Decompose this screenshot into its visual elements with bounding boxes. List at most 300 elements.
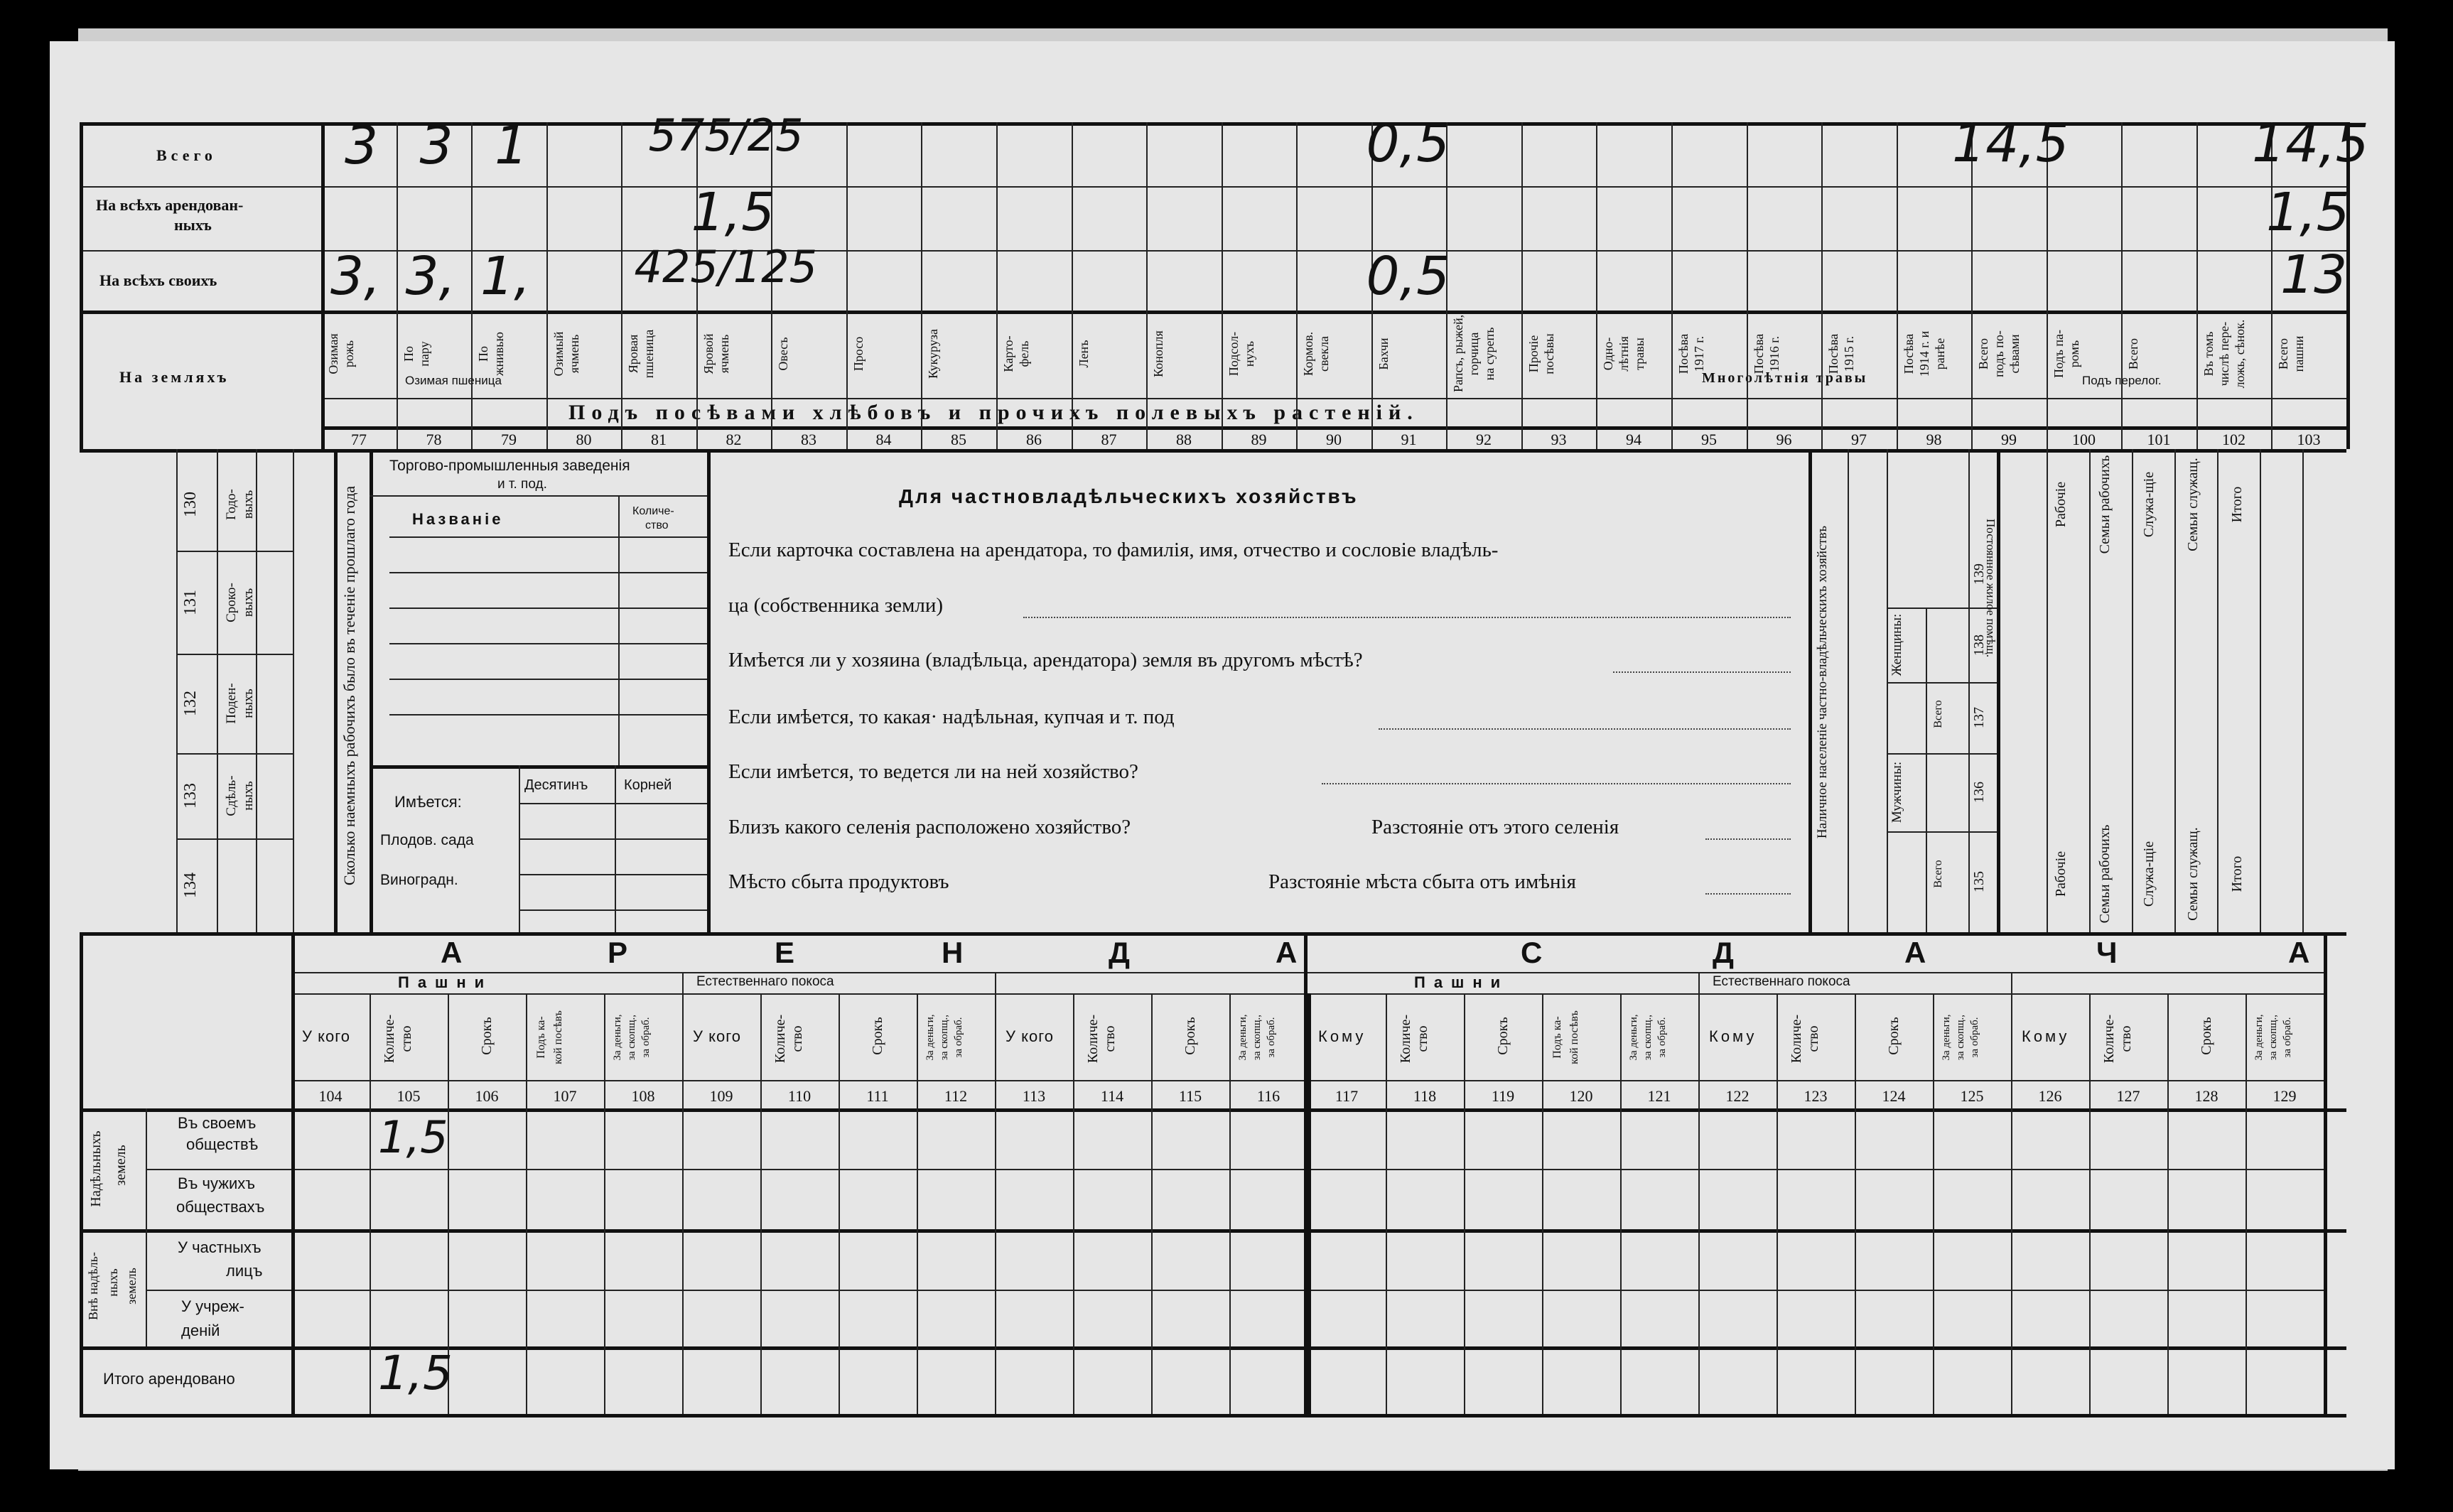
crop-col-c91-label: Бахчи	[1376, 338, 1391, 370]
arenda-letter: Д	[1109, 936, 1130, 969]
crop-col-number: 101	[2147, 431, 2171, 448]
crop-col-number: 90	[1326, 431, 1342, 448]
population-row-number: 136	[1971, 782, 1987, 803]
crop-col-line	[1146, 122, 1148, 449]
worker-row-number: 133	[181, 783, 200, 809]
crop-col-number: 95	[1701, 431, 1717, 448]
za-dengi-header: за обраб.	[2282, 1017, 2293, 1058]
q2: Имѣется ли у хозяина (владѣльца, арендатора) земля въ другомъ мѣстѣ?	[728, 649, 1363, 671]
crop-col-number: 99	[2001, 431, 2017, 448]
kolichestvo-header: ство	[1102, 1025, 1118, 1052]
crop-col-c83-label: Овесъ	[776, 337, 790, 371]
crop-col-c78-label: пару	[417, 341, 431, 367]
za-dengi-header: за скопщ.,	[1642, 1014, 1654, 1061]
population-row-number: 139	[1971, 563, 1987, 585]
row-chastnyh-2: лицъ	[226, 1262, 263, 1280]
kolichestvo-header: ство	[2118, 1025, 2134, 1052]
sad-label: Плодов. сада	[380, 832, 474, 848]
crop-col-c98-label: Посѣва	[1902, 333, 1916, 374]
handwritten-value: 1,	[480, 246, 531, 307]
arenda-col-number: 105	[397, 1087, 421, 1105]
q1b: ца (собственника земли)	[728, 594, 944, 617]
za-dengi-header: За деньги,	[924, 1014, 936, 1061]
arenda-col-number: 113	[1022, 1087, 1046, 1105]
crop-col-line	[1596, 122, 1597, 449]
crop-col-number: 80	[576, 431, 592, 448]
enterprises-title: Торгово-промышленныя заведенія	[389, 458, 630, 474]
handwritten-value: 14,5	[1952, 113, 2069, 174]
crop-col-line	[846, 122, 848, 449]
arenda-col-line	[682, 972, 684, 1414]
arenda-col-line	[604, 993, 605, 1414]
za-dengi-header: За деньги,	[2253, 1014, 2265, 1061]
crop-col-c77-label: Озимая	[326, 333, 340, 374]
crop-col-number: 83	[801, 431, 816, 448]
crop-col-number: 103	[2297, 431, 2321, 448]
row-chastnyh: У частныхъ	[178, 1238, 262, 1256]
crop-col-line	[1897, 122, 1898, 449]
handwritten-value: 425/125	[634, 241, 818, 293]
arenda-letter: Р	[608, 936, 628, 969]
arenda-col-line	[1151, 993, 1153, 1414]
crop-col-c92-label: Рапсъ, рыжей,	[1451, 314, 1465, 392]
staff-header-top: Рабочіе	[2053, 481, 2069, 528]
crop-col-number: 98	[1926, 431, 1942, 448]
staff-header-top: Служа-щіе	[2141, 471, 2157, 538]
population-row-number: 138	[1971, 634, 1987, 656]
crop-col-c81-label: Яровая	[626, 334, 640, 374]
row-label-arend: На всѣхъ арендован-	[96, 196, 244, 214]
crop-col-c85-label: Кукуруза	[926, 329, 940, 379]
u_kogo-header: У кого	[1006, 1027, 1054, 1045]
crop-col-c88-label: Конопля	[1151, 330, 1165, 377]
sdacha-pashni: Пашни	[1414, 973, 1509, 991]
arenda-col-number: 108	[631, 1087, 655, 1105]
arenda-col-number: 110	[787, 1087, 812, 1105]
crop-col-line	[621, 122, 622, 449]
crop-col-c86-label: Карто-	[1001, 335, 1015, 372]
handwritten-value: 1,5	[2266, 182, 2350, 243]
arenda-col-line	[1698, 972, 1700, 1414]
crop-col-c97-label: Посѣва	[1826, 333, 1840, 374]
za-dengi-header: За деньги,	[612, 1014, 623, 1061]
women-vsego: Всего	[1932, 700, 1944, 728]
kolichestvo-header: Количе-	[1398, 1014, 1413, 1064]
crop-col-number: 89	[1251, 431, 1267, 448]
crop-col-line	[1521, 122, 1523, 449]
arenda-col-line	[1308, 993, 1311, 1414]
handwritten-value: 3,	[330, 246, 381, 307]
kolichestvo-header: ство	[1806, 1025, 1821, 1052]
arenda-col-number: 117	[1335, 1087, 1359, 1105]
arenda-col-number: 128	[2194, 1087, 2219, 1105]
crop-col-number: 77	[351, 431, 367, 448]
crop-col-c103-label: пашни	[2292, 335, 2306, 372]
srok-header: Срокъ	[2199, 1017, 2214, 1055]
enterprises-qty-2: ство	[645, 519, 669, 531]
arenda-col-line	[2089, 993, 2091, 1414]
crop-col-number: 94	[1626, 431, 1641, 448]
worker-row-number: 134	[181, 873, 200, 898]
desyatin-label: Десятинъ	[524, 777, 588, 793]
crop-col-c86-label: фель	[1017, 340, 1031, 367]
pod-posev-header: кой посѣвъ	[552, 1010, 564, 1064]
population-row-number: 137	[1971, 707, 1987, 728]
crop-col-number: 86	[1026, 431, 1042, 448]
nadel-label: Надѣльныхъ	[88, 1130, 104, 1207]
za-dengi-header: за обраб.	[1969, 1017, 1980, 1058]
kolichestvo-header: Количе-	[2101, 1014, 2117, 1064]
staff-header-top: Семьи рабочихъ	[2097, 455, 2113, 554]
crop-col-c78-label: По	[401, 346, 416, 362]
nenadel-label-3: земель	[124, 1268, 139, 1305]
row-chuzhih: Въ чужихъ	[178, 1174, 256, 1192]
arenda-col-number: 125	[1960, 1087, 1984, 1105]
sdacha-letter: С	[1521, 936, 1543, 969]
arenda-col-line	[917, 993, 918, 1414]
row-uchrezh-2: деній	[181, 1322, 220, 1339]
arenda-col-number: 112	[944, 1087, 968, 1105]
crop-col-c79-label: жнивью	[492, 332, 506, 376]
crop-col-number: 102	[2222, 431, 2246, 448]
crop-col-c80-label: ячмень	[567, 334, 581, 374]
mnogolet-label: Многолѣтнія травы	[1702, 370, 1868, 386]
crop-col-number: 87	[1101, 431, 1117, 448]
crop-col-number: 96	[1776, 431, 1792, 448]
row-svoem: Въ своемъ	[178, 1114, 257, 1132]
crop-col-c103-label: Всего	[2276, 338, 2290, 370]
crop-col-c99-label: сѣвами	[2007, 334, 2022, 374]
crop-col-c102-label: Въ томъ	[2201, 331, 2216, 377]
arenda-col-line	[526, 993, 527, 1414]
pod-posev-header: Подъ ка-	[535, 1016, 547, 1059]
crop-col-c99-label: Всего	[1976, 338, 1990, 370]
ozim-wheat-label: Озимая пшеница	[405, 374, 502, 387]
crop-col-c92-label: на сурепъ	[1482, 327, 1497, 381]
crop-col-c94-label: Одно-	[1601, 337, 1615, 371]
private-title: Для частновладѣльческихъ хозяйствъ	[899, 485, 1359, 507]
crop-col-c98-label: ранѣе	[1933, 338, 1947, 370]
handwritten-value: 1	[495, 115, 529, 176]
crop-col-c82-label: Яровой	[701, 333, 716, 374]
arenda-letter: А	[441, 936, 463, 969]
enterprises-name: Названіе	[412, 510, 504, 528]
kolichestvo-header: Количе-	[1085, 1014, 1101, 1064]
worker-row-label-2: выхъ	[241, 490, 256, 519]
sdacha-letter: Д	[1713, 936, 1734, 969]
pod-posev-header: Подъ ка-	[1551, 1016, 1563, 1059]
arenda-col-line	[1073, 993, 1074, 1414]
arenda-col-number: 121	[1647, 1087, 1671, 1105]
u_kogo-header: У кого	[302, 1027, 350, 1045]
arenda-col-number: 123	[1804, 1087, 1828, 1105]
handwritten-value: 0,5	[1366, 113, 1450, 174]
arenda-col-number: 127	[2116, 1087, 2140, 1105]
crop-col-c95-label: 1917 г.	[1692, 335, 1706, 372]
population-row-number: 135	[1971, 871, 1987, 892]
row-uchrezh: У учреж-	[181, 1297, 244, 1315]
arenda-col-number: 129	[2273, 1087, 2297, 1105]
row-chuzhih-2: обществахъ	[176, 1198, 265, 1216]
u_kogo-header: У кого	[693, 1027, 741, 1045]
prochee-label: Постоянное жилое помѣщ.	[1984, 519, 1998, 658]
staff-header-bottom: Итого	[2229, 855, 2245, 892]
za-dengi-header: за обраб.	[640, 1017, 652, 1058]
arenda-col-number: 122	[1725, 1087, 1750, 1105]
nenadel-label-2: ныхъ	[106, 1268, 120, 1297]
crop-col-line	[1222, 122, 1223, 449]
q1a: Если карточка составлена на арендатора, то фамилія, имя, отчество и сословіе владѣль-	[728, 539, 1499, 561]
za-dengi-header: за скопщ.,	[626, 1014, 637, 1061]
komu-header: Кому	[1318, 1027, 1366, 1045]
handwritten-value: 1,5	[691, 182, 775, 243]
crop-col-line	[397, 122, 398, 449]
worker-row-label: Сдѣль-	[224, 775, 239, 816]
crop-col-c101-label: Всего	[2126, 338, 2140, 370]
q3: Если имѣется, то какая· надѣльная, купчая и т. под	[728, 706, 1175, 728]
worker-row-label: Поден-	[224, 683, 239, 724]
crop-col-number: 78	[426, 431, 442, 448]
row-label-na-zemlyah: На земляхъ	[119, 368, 230, 386]
arenda-col-number: 109	[709, 1087, 733, 1105]
arenda-col-number: 126	[2038, 1087, 2062, 1105]
handwritten-value: 575/25	[648, 109, 804, 161]
crop-col-line	[321, 122, 325, 449]
crop-col-c93-label: Прочіе	[1526, 335, 1541, 373]
pod-posev-header: кой посѣвъ	[1568, 1010, 1580, 1064]
crop-banner: Подъ посѣвами хлѣбовъ и прочихъ полевыхъ растеній.	[568, 401, 1419, 424]
crop-col-line	[1296, 122, 1298, 449]
row-label-svoih: На всѣхъ своихъ	[99, 271, 217, 289]
crop-col-line	[471, 122, 473, 449]
staff-header-bottom: Рабочіе	[2053, 850, 2069, 897]
crop-col-number: 97	[1851, 431, 1867, 448]
arenda-col-number: 111	[866, 1087, 889, 1105]
crop-col-number: 81	[651, 431, 667, 448]
za-dengi-header: За деньги,	[1237, 1014, 1249, 1061]
crop-col-c97-label: 1915 г.	[1842, 335, 1856, 372]
srok-header: Срокъ	[479, 1017, 495, 1055]
arenda-col-line	[1777, 993, 1778, 1414]
crop-col-number: 93	[1551, 431, 1567, 448]
crop-col-c102-label: числѣ пере-	[2217, 321, 2231, 387]
crop-col-c90-label: свекла	[1317, 335, 1331, 372]
q5a: Близъ какого селенія расположено хозяйство?	[728, 816, 1131, 838]
handwritten-value: 1,5	[378, 1111, 448, 1163]
worker-row-number: 131	[181, 589, 200, 615]
crop-col-number: 85	[951, 431, 966, 448]
row-label-arend-2: ныхъ	[174, 216, 212, 234]
crop-col-c94-label: травы	[1632, 338, 1646, 370]
kolichestvo-header: ство	[789, 1025, 805, 1052]
arenda-pokos: Естественнаго покоса	[696, 974, 834, 989]
handwritten-value: 13	[2280, 244, 2348, 306]
nenadel-label: Внѣ надѣль-	[86, 1252, 100, 1320]
za-dengi-header: за скопщ.,	[939, 1014, 950, 1061]
enterprises-title-2: и т. под.	[497, 477, 547, 492]
men-label: Мужчины:	[1889, 761, 1904, 824]
arenda-col-number: 115	[1178, 1087, 1202, 1105]
nadel-label-2: земель	[113, 1145, 129, 1186]
kolichestvo-header: ство	[1415, 1025, 1430, 1052]
crop-col-c81-label: пшеница	[642, 329, 656, 379]
arenda-col-line	[1229, 993, 1231, 1414]
worker-row-number: 132	[181, 691, 200, 716]
staff-header-top: Семьи служащ.	[2185, 458, 2201, 551]
handwritten-value: 1,5	[378, 1346, 453, 1400]
za-dengi-header: за обраб.	[953, 1017, 964, 1058]
arenda-col-number: 114	[1100, 1087, 1124, 1105]
arenda-col-line	[1542, 993, 1543, 1414]
enterprises-qty: Количе-	[632, 505, 674, 517]
crop-col-c79-label: По	[476, 346, 490, 362]
q6b: Разстояніе мѣста сбыта отъ имѣнія	[1268, 870, 1576, 893]
arenda-col-line	[2167, 993, 2169, 1414]
za-dengi-header: за обраб.	[1266, 1017, 1277, 1058]
worker-row-label-2: ныхъ	[241, 688, 256, 718]
arenda-letter: А	[1276, 936, 1298, 969]
crop-col-number: 88	[1176, 431, 1192, 448]
arenda-col-line	[1620, 993, 1622, 1414]
arenda-pashni: Пашни	[398, 973, 493, 991]
arenda-col-line	[1464, 993, 1465, 1414]
crop-col-number: 100	[2072, 431, 2096, 448]
crop-col-line	[996, 122, 998, 449]
staff-header-top: Итого	[2229, 486, 2245, 523]
handwritten-value: 3	[345, 115, 379, 176]
crop-col-c80-label: Озимый	[551, 331, 566, 377]
kolichestvo-header: Количе-	[1789, 1014, 1804, 1064]
worker-row-label-2: ныхъ	[241, 781, 256, 811]
itogo-arendovano: Итого арендовано	[103, 1370, 235, 1388]
arenda-col-number: 116	[1256, 1087, 1281, 1105]
sdacha-letter: А	[2288, 936, 2310, 969]
arenda-letter: Е	[775, 936, 795, 969]
handwritten-value: 3	[419, 115, 453, 176]
men-vsego: Всего	[1932, 860, 1944, 888]
population-side: Наличное населеніе частно-владѣльческихъ хозяйствъ	[1815, 525, 1830, 839]
worker-row-label: Сроко-	[224, 582, 239, 622]
crop-col-c100-label: Подъ па-	[2052, 329, 2066, 379]
arenda-col-number: 106	[475, 1087, 499, 1105]
arenda-col-line	[2011, 972, 2012, 1414]
arenda-col-number: 120	[1569, 1087, 1593, 1105]
arenda-col-line	[839, 993, 840, 1414]
crop-col-c96-label: 1916 г.	[1767, 335, 1781, 372]
crop-col-number: 84	[875, 431, 892, 448]
arenda-col-line	[1933, 993, 1934, 1414]
arenda-col-number: 119	[1491, 1087, 1515, 1105]
crop-col-c90-label: Кормов.	[1301, 331, 1315, 377]
arenda-col-line	[2246, 993, 2247, 1414]
crop-col-line	[921, 122, 922, 449]
q6a: Мѣсто сбыта продуктовъ	[728, 870, 949, 893]
women-label: Женщины:	[1889, 613, 1904, 676]
handwritten-value: 14,5	[2252, 113, 2369, 174]
sdacha-letter: Ч	[2096, 936, 2118, 969]
srok-header: Срокъ	[1182, 1017, 1198, 1055]
komu-header: Кому	[2022, 1027, 2070, 1045]
arenda-col-number: 118	[1413, 1087, 1437, 1105]
sdacha-letter: А	[1904, 936, 1926, 969]
handwritten-value: 0,5	[1366, 246, 1450, 307]
za-dengi-header: за скопщ.,	[2268, 1014, 2279, 1061]
crop-col-c89-label: нухъ	[1242, 340, 1256, 367]
arenda-col-number: 124	[1882, 1087, 1906, 1105]
crop-col-line	[1072, 122, 1073, 449]
crop-col-c94-label: лѣтнія	[1617, 336, 1631, 372]
crop-col-number: 82	[726, 431, 742, 448]
za-dengi-header: за скопщ.,	[1955, 1014, 1966, 1061]
arenda-col-line	[995, 972, 996, 1414]
staff-header-bottom: Семьи служащ.	[2185, 827, 2201, 921]
za-dengi-header: за скопщ.,	[1251, 1014, 1263, 1061]
crop-col-c102-label: ложь, сѣнок.	[2233, 319, 2247, 389]
sdacha-pokos: Естественнаго покоса	[1713, 974, 1850, 989]
kolichestvo-header: ство	[399, 1025, 414, 1052]
crop-col-line	[546, 122, 548, 449]
worker-row-label-2: выхъ	[241, 588, 256, 617]
crop-col-c99-label: подъ по-	[1992, 330, 2006, 377]
za-dengi-header: за обраб.	[1656, 1017, 1668, 1058]
vinograd-label: Виноградн.	[380, 872, 458, 888]
worker-row-label: Годо-	[224, 489, 239, 520]
arenda-letter: Н	[942, 936, 964, 969]
crop-col-c77-label: рожь	[342, 340, 356, 368]
worker-row-number: 130	[181, 492, 200, 517]
crop-col-c89-label: Подсол-	[1226, 331, 1241, 377]
srok-header: Срокъ	[1886, 1017, 1902, 1055]
za-dengi-header: За деньги,	[1941, 1014, 1952, 1061]
row-svoem-2: обществѣ	[186, 1135, 259, 1153]
crop-col-line	[1821, 122, 1823, 449]
staff-header-bottom: Семьи рабочихъ	[2097, 824, 2113, 924]
srok-header: Срокъ	[1495, 1017, 1511, 1055]
handwritten-value: 3,	[405, 246, 456, 307]
crop-col-c96-label: Посѣва	[1752, 333, 1766, 374]
arenda-col-line	[1386, 993, 1387, 1414]
komu-header: Кому	[1709, 1027, 1757, 1045]
arenda-col-line	[760, 993, 762, 1414]
crop-col-c84-label: Просо	[851, 336, 866, 372]
crop-col-line	[1747, 122, 1748, 449]
za-dengi-header: За деньги,	[1628, 1014, 1639, 1061]
crop-col-c92-label: горчица	[1467, 332, 1481, 376]
crop-col-c100-label: ромъ	[2067, 340, 2081, 368]
crop-col-c98-label: 1914 г. и	[1917, 330, 1931, 377]
arenda-col-number: 104	[318, 1087, 343, 1105]
staff-header-bottom: Служа-щіе	[2141, 841, 2157, 907]
workers-side-label: Сколько наемныхъ рабочихъ было въ теченіе прошлаго года	[340, 485, 358, 886]
srok-header: Срокъ	[870, 1017, 885, 1055]
crop-col-line	[2121, 122, 2123, 449]
crop-col-number: 92	[1476, 431, 1492, 448]
crop-col-c93-label: посѣвы	[1542, 333, 1556, 374]
crop-col-c95-label: Посѣва	[1676, 333, 1691, 374]
crop-col-c82-label: ячмень	[717, 334, 731, 374]
crop-col-number: 91	[1401, 431, 1417, 448]
pod-perelog-label: Подъ перелог.	[2082, 374, 2162, 387]
kolichestvo-header: Количе-	[382, 1014, 397, 1064]
arenda-col-number: 107	[553, 1087, 577, 1105]
crop-col-line	[2196, 122, 2198, 449]
kolichestvo-header: Количе-	[772, 1014, 788, 1064]
arenda-col-line	[1855, 993, 1856, 1414]
imeetsya-label: Имѣется:	[394, 793, 462, 811]
korney-label: Корней	[624, 777, 672, 793]
crop-col-number: 79	[501, 431, 517, 448]
row-label-vsego: Всего	[156, 146, 217, 164]
